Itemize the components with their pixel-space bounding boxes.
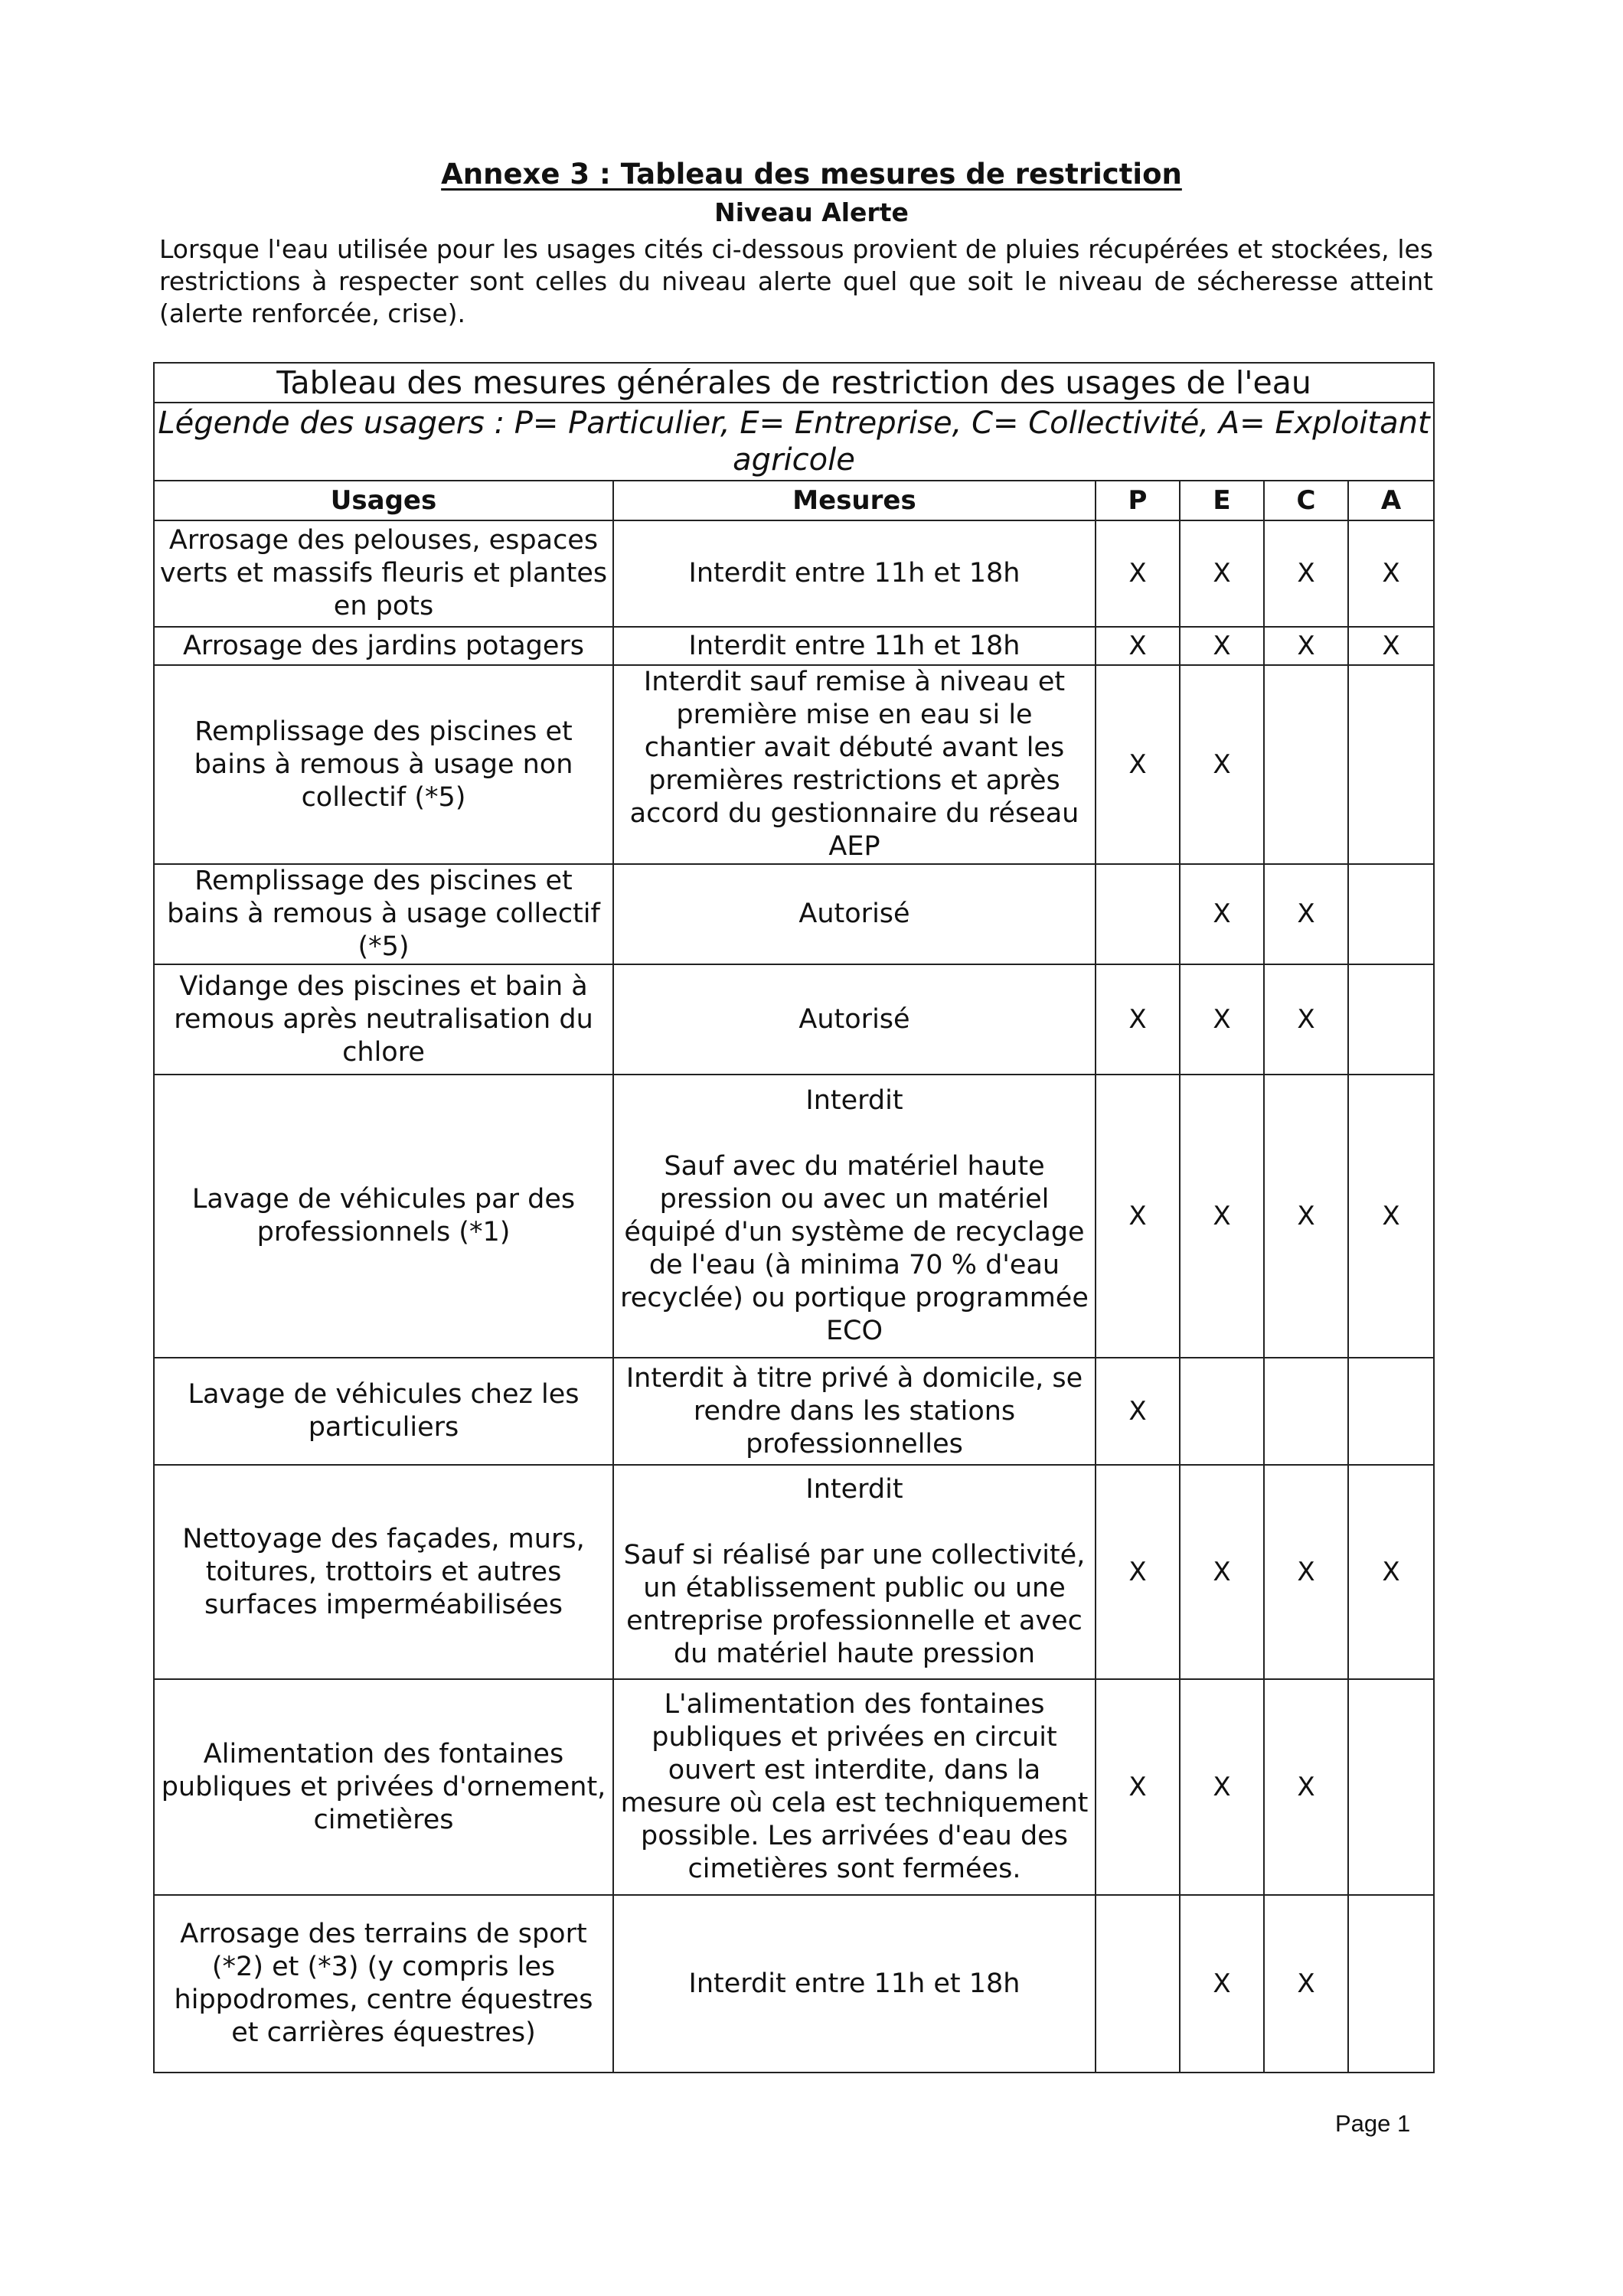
mesure-detail: Sauf si réalisé par une collectivité, un établissement public ou une entreprise professionnelle et avec du matériel haute pression: [623, 1540, 1086, 1669]
c-mark: X: [1264, 627, 1348, 665]
mesure-cell: [613, 1465, 1096, 1679]
c-mark: X: [1264, 864, 1348, 964]
table-row: [154, 520, 1434, 627]
mesure-cell: Interdit à titre privé à domicile, se rendre dans les stations professionnelles: [613, 1358, 1096, 1465]
table-row: [154, 1075, 1434, 1358]
mesure-cell: Interdit entre 11h et 18h: [613, 1895, 1096, 2073]
table-row: [154, 665, 1434, 864]
e-mark: X: [1180, 665, 1264, 864]
usage-cell: Lavage de véhicules par des professionnels (*1): [154, 1075, 613, 1358]
mesure-cell: Autorisé: [613, 964, 1096, 1075]
c-mark: X: [1264, 1075, 1348, 1358]
c-mark: [1264, 1358, 1348, 1465]
e-mark: X: [1180, 627, 1264, 665]
table-legend: Légende des usagers : P= Particulier, E= Entreprise, C= Collectivité, A= Exploitant agricole: [154, 403, 1434, 481]
table-row: [154, 627, 1434, 665]
a-mark: X: [1348, 627, 1434, 665]
p-mark: X: [1096, 1465, 1180, 1679]
a-mark: [1348, 964, 1434, 1075]
usage-cell: Lavage de véhicules chez les particuliers: [154, 1358, 613, 1465]
mesure-lead: Interdit: [805, 1085, 903, 1116]
e-mark: X: [1180, 1895, 1264, 2073]
p-mark: X: [1096, 627, 1180, 665]
e-mark: X: [1180, 1679, 1264, 1895]
usage-cell: Nettoyage des façades, murs, toitures, trottoirs et autres surfaces imperméabilisées: [154, 1465, 613, 1679]
annex-title: Annexe 3 : Tableau des mesures de restriction: [441, 158, 1182, 191]
usage-cell: Arrosage des pelouses, espaces verts et massifs fleuris et plantes en pots: [154, 520, 613, 627]
a-mark: X: [1348, 1075, 1434, 1358]
column-header-p: P: [1096, 481, 1180, 520]
a-mark: [1348, 1358, 1434, 1465]
a-mark: X: [1348, 520, 1434, 627]
restriction-table: [153, 362, 1435, 2073]
intro-paragraph: Lorsque l'eau utilisée pour les usages cités ci-dessous provient de pluies récupérées et stockées, les restrictions à respecter sont celles du niveau alerte quel que soit le niveau de sécheresse atteint (alerte renforcée, crise).: [159, 234, 1433, 328]
e-mark: [1180, 1358, 1264, 1465]
c-mark: X: [1264, 964, 1348, 1075]
table-row: [154, 1679, 1434, 1895]
a-mark: [1348, 864, 1434, 964]
mesure-cell: Autorisé: [613, 864, 1096, 964]
mesure-cell: L'alimentation des fontaines publiques et privées en circuit ouvert est interdite, dans la mesure où cela est techniquement possible. Les arrivées d'eau des cimetières sont fermées.: [613, 1679, 1096, 1895]
a-mark: X: [1348, 1465, 1434, 1679]
e-mark: X: [1180, 520, 1264, 627]
c-mark: X: [1264, 1895, 1348, 2073]
e-mark: X: [1180, 1075, 1264, 1358]
a-mark: [1348, 1895, 1434, 2073]
usage-cell: Remplissage des piscines et bains à remous à usage non collectif (*5): [154, 665, 613, 864]
c-mark: X: [1264, 520, 1348, 627]
p-mark: X: [1096, 665, 1180, 864]
a-mark: [1348, 1679, 1434, 1895]
p-mark: [1096, 864, 1180, 964]
p-mark: X: [1096, 1075, 1180, 1358]
c-mark: X: [1264, 1465, 1348, 1679]
usage-cell: Vidange des piscines et bain à remous après neutralisation du chlore: [154, 964, 613, 1075]
mesure-detail: Sauf avec du matériel haute pression ou avec un matériel équipé d'un système de recyclage de l'eau (à minima 70 % d'eau recyclée) ou portique programmée ECO: [620, 1151, 1089, 1346]
e-mark: X: [1180, 1465, 1264, 1679]
mesure-cell: Interdit entre 11h et 18h: [613, 520, 1096, 627]
e-mark: X: [1180, 964, 1264, 1075]
table-row: [154, 864, 1434, 964]
p-mark: X: [1096, 520, 1180, 627]
mesure-cell: Interdit entre 11h et 18h: [613, 627, 1096, 665]
usage-cell: Remplissage des piscines et bains à remous à usage collectif (*5): [154, 864, 613, 964]
table-row: [154, 964, 1434, 1075]
table-row: [154, 1895, 1434, 2073]
usage-cell: Arrosage des terrains de sport (*2) et (*3) (y compris les hippodromes, centre équestres et carrières équestres): [154, 1895, 613, 2073]
p-mark: X: [1096, 964, 1180, 1075]
column-header-a: A: [1348, 481, 1434, 520]
usage-cell: Alimentation des fontaines publiques et privées d'ornement, cimetières: [154, 1679, 613, 1895]
mesure-cell: [613, 1075, 1096, 1358]
c-mark: X: [1264, 1679, 1348, 1895]
column-header-mesures: Mesures: [613, 481, 1096, 520]
a-mark: [1348, 665, 1434, 864]
column-header-c: C: [1264, 481, 1348, 520]
table-row: [154, 1465, 1434, 1679]
alert-level-heading: Niveau Alerte: [714, 197, 909, 227]
page-number: Page 1: [1335, 2110, 1411, 2137]
column-header-usages: Usages: [154, 481, 613, 520]
table-row: [154, 1358, 1434, 1465]
mesure-cell: Interdit sauf remise à niveau et première mise en eau si le chantier avait débuté avant les premières restrictions et après accord du gestionnaire du réseau AEP: [613, 665, 1096, 864]
p-mark: X: [1096, 1358, 1180, 1465]
p-mark: X: [1096, 1679, 1180, 1895]
column-header-e: E: [1180, 481, 1264, 520]
c-mark: [1264, 665, 1348, 864]
p-mark: [1096, 1895, 1180, 2073]
mesure-lead: Interdit: [805, 1474, 903, 1505]
e-mark: X: [1180, 864, 1264, 964]
table-header-row: [154, 481, 1434, 520]
usage-cell: Arrosage des jardins potagers: [154, 627, 613, 665]
table-title: Tableau des mesures générales de restriction des usages de l'eau: [154, 363, 1434, 403]
